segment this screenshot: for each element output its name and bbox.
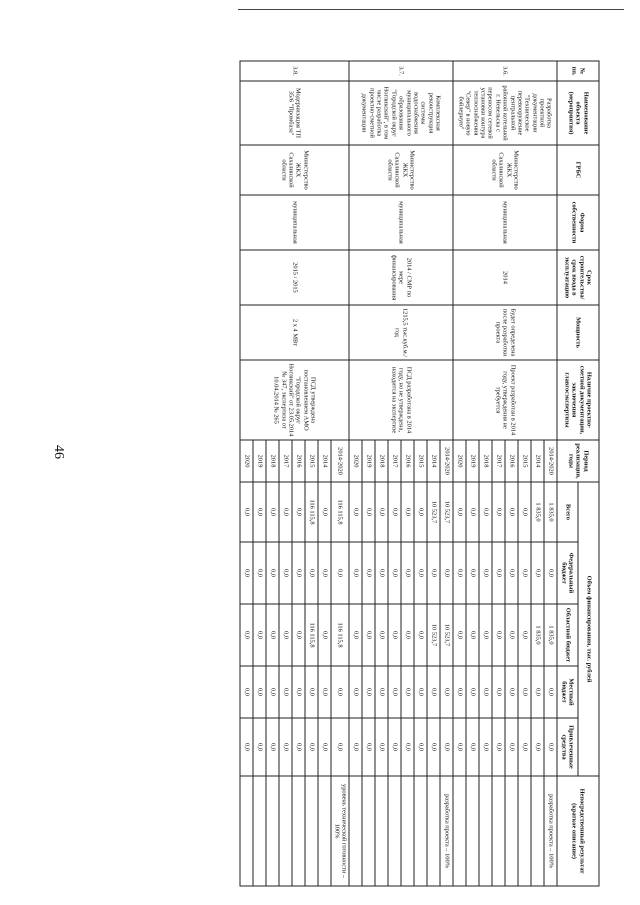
top-rule [238,9,624,10]
period-cell: 2016 [505,440,518,482]
local-cell: 0,0 [505,666,518,718]
local-cell: 0,0 [331,666,349,718]
regional-cell: 0,0 [492,604,505,666]
table-body [240,61,557,886]
section-number: 3.7. [349,61,453,81]
federal-cell: 0,0 [414,542,427,604]
result-empty-cell [414,776,427,886]
result-empty-cell [427,776,440,886]
local-cell: 0,0 [375,666,388,718]
psd-cell: ПСД разработана в 2014 году, но не утверждена, находится на экспертизе [349,360,453,440]
table-row [544,61,557,886]
regional-cell: 116 115,8 [331,604,349,666]
regional-cell: 0,0 [388,604,401,666]
attracted-cell: 0,0 [544,718,557,776]
grbs-cell: Министерство ЖКХ Сахалинской области [453,145,557,195]
result-empty-cell [479,776,492,886]
header-local: Местный бюджет [557,666,578,718]
header-psd: Наличие проектно-сметной документации, заключения главгосэкспертизы [557,360,599,440]
local-cell: 0,0 [266,666,279,718]
build-period-cell: 2014 [453,250,557,305]
result-empty-cell [349,776,362,886]
attracted-cell: 0,0 [479,718,492,776]
result-empty-cell [492,776,505,886]
regional-cell: 10 523,7 [427,604,440,666]
header-federal: Федеральный бюджет [557,542,578,604]
local-cell: 0,0 [362,666,375,718]
header-regional: Областной бюджет [557,604,578,666]
attracted-cell: 0,0 [518,718,531,776]
result-cell: разработка проекта – 100% [544,776,557,886]
object-name: Разработка проектной документации "Техническое перевооружение центральной районной котельной г. Невельска с переносом сетевой установки контура теплоснабжения "Север" в новую бойлерную" [453,81,557,145]
header-no: № пп. [557,61,599,81]
result-empty-cell [518,776,531,886]
result-empty-cell [362,776,375,886]
regional-cell: 0,0 [253,604,266,666]
total-cell: 0,0 [253,482,266,542]
psd-cell: ПСД утверждена постановлением АМО "Городской округ Ногликский" от 23.05.2014 № 347, экспертиза от 10.04.2014 № 265 [240,360,349,440]
table-row [440,61,453,886]
federal-cell: 0,0 [362,542,375,604]
result-empty-cell [240,776,253,886]
federal-cell: 0,0 [375,542,388,604]
local-cell: 0,0 [253,666,266,718]
local-cell: 0,0 [492,666,505,718]
regional-cell: 10 523,7 [440,604,453,666]
total-cell: 0,0 [375,482,388,542]
local-cell: 0,0 [318,666,331,718]
total-cell: 0,0 [466,482,479,542]
result-empty-cell [253,776,266,886]
header-row-1 [578,61,599,886]
regional-cell: 1 835,0 [531,604,544,666]
federal-cell: 0,0 [427,542,440,604]
period-cell: 2020 [453,440,466,482]
total-cell: 0,0 [492,482,505,542]
local-cell: 0,0 [240,666,253,718]
federal-cell: 0,0 [453,542,466,604]
page-number: 46 [51,445,66,459]
result-empty-cell [401,776,414,886]
federal-cell: 0,0 [305,542,318,604]
total-cell: 0,0 [292,482,305,542]
regional-cell: 116 115,8 [305,604,318,666]
local-cell: 0,0 [479,666,492,718]
header-grbs: ГРБС [557,145,599,195]
total-cell: 0,0 [401,482,414,542]
header-funding-group: Объем финансирования, тыс. рублей [578,482,599,776]
regional-cell: 0,0 [401,604,414,666]
federal-cell: 0,0 [279,542,292,604]
section-number: 3.8. [240,61,349,81]
period-cell: 2016 [401,440,414,482]
local-cell: 0,0 [544,666,557,718]
total-cell: 10 523,7 [427,482,440,542]
period-cell: 2018 [479,440,492,482]
grbs-cell: Министерство ЖКХ Сахалинской области [349,145,453,195]
federal-cell: 0,0 [253,542,266,604]
federal-cell: 0,0 [292,542,305,604]
result-empty-cell [318,776,331,886]
capacity-cell: 1215,5 тыс.куб.м./год [349,305,453,360]
object-name: Комплексная реконструкция системы водоснабжения муниципального образования "Городской округ Ногликский", в том числе разработка проектно-сметной документации [349,81,453,145]
attracted-cell: 0,0 [331,718,349,776]
result-empty-cell [305,776,318,886]
local-cell: 0,0 [388,666,401,718]
regional-cell: 0,0 [362,604,375,666]
regional-cell: 0,0 [292,604,305,666]
total-cell: 1 835,0 [531,482,544,542]
header-build-period: Срок строительства/ срок ввода в эксплуатацию [557,250,599,305]
result-cell: разработка проекта – 100% [440,776,453,886]
total-cell: 0,0 [266,482,279,542]
object-name: Модернизация ТП 35/6 "Промбаза" [240,81,349,145]
federal-cell: 0,0 [440,542,453,604]
federal-cell: 0,0 [318,542,331,604]
local-cell: 0,0 [453,666,466,718]
period-cell: 2015 [305,440,318,482]
attracted-cell: 0,0 [531,718,544,776]
attracted-cell: 0,0 [427,718,440,776]
period-cell: 2017 [388,440,401,482]
regional-cell: 0,0 [375,604,388,666]
result-empty-cell [466,776,479,886]
regional-cell: 0,0 [479,604,492,666]
capacity-cell: 2 х 4 МВт [240,305,349,360]
total-cell: 0,0 [318,482,331,542]
funding-table [240,61,600,887]
build-period-cell: 2015 / 2015 [240,250,349,305]
local-cell: 0,0 [414,666,427,718]
ownership-cell: муниципальная [453,195,557,250]
attracted-cell: 0,0 [466,718,479,776]
grbs-cell: Министерство ЖКХ Сахалинской области [240,145,349,195]
attracted-cell: 0,0 [318,718,331,776]
local-cell: 0,0 [518,666,531,718]
attracted-cell: 0,0 [253,718,266,776]
local-cell: 0,0 [279,666,292,718]
header-result: Непосредственный результат (краткое описание) [557,776,599,886]
result-empty-cell [388,776,401,886]
attracted-cell: 0,0 [362,718,375,776]
regional-cell: 0,0 [279,604,292,666]
total-cell: 0,0 [479,482,492,542]
federal-cell: 0,0 [492,542,505,604]
total-cell: 116 115,8 [305,482,318,542]
header-attracted: Привлеченные средства [557,718,578,776]
federal-cell: 0,0 [331,542,349,604]
period-cell: 2014-2020 [331,440,349,482]
attracted-cell: 0,0 [492,718,505,776]
attracted-cell: 0,0 [292,718,305,776]
result-empty-cell [292,776,305,886]
result-cell: уровень технической готовности – 100% [331,776,349,886]
total-cell: 0,0 [349,482,362,542]
attracted-cell: 0,0 [440,718,453,776]
federal-cell: 0,0 [544,542,557,604]
capacity-cell: Будет определена после разработки проекта [453,305,557,360]
result-empty-cell [531,776,544,886]
regional-cell: 0,0 [518,604,531,666]
local-cell: 0,0 [427,666,440,718]
period-cell: 2020 [240,440,253,482]
local-cell: 0,0 [292,666,305,718]
period-cell: 2018 [266,440,279,482]
local-cell: 0,0 [440,666,453,718]
result-empty-cell [375,776,388,886]
period-cell: 2017 [492,440,505,482]
ownership-cell: муниципальная [349,195,453,250]
period-cell: 2014-2020 [544,440,557,482]
total-cell: 0,0 [505,482,518,542]
period-cell: 2014-2020 [440,440,453,482]
attracted-cell: 0,0 [349,718,362,776]
total-cell: 10 523,7 [440,482,453,542]
total-cell: 0,0 [279,482,292,542]
federal-cell: 0,0 [240,542,253,604]
result-empty-cell [279,776,292,886]
rotated-table-wrapper [67,61,600,886]
total-cell: 1 835,0 [544,482,557,542]
federal-cell: 0,0 [479,542,492,604]
result-empty-cell [453,776,466,886]
attracted-cell: 0,0 [453,718,466,776]
result-empty-cell [266,776,279,886]
federal-cell: 0,0 [401,542,414,604]
period-cell: 2014 [318,440,331,482]
header-total: Всего [557,482,578,542]
header-period: Период реализации, годы [557,440,599,482]
period-cell: 2016 [292,440,305,482]
ownership-cell: муниципальная [240,195,349,250]
federal-cell: 0,0 [349,542,362,604]
local-cell: 0,0 [531,666,544,718]
regional-cell: 0,0 [414,604,427,666]
regional-cell: 0,0 [453,604,466,666]
regional-cell: 0,0 [318,604,331,666]
federal-cell: 0,0 [531,542,544,604]
regional-cell: 0,0 [466,604,479,666]
build-period-cell: 2014 / СМР по мере финансирования [349,250,453,305]
psd-cell: Проект разработан в 2014 году, утверждения не требуется [453,360,557,440]
total-cell: 0,0 [453,482,466,542]
total-cell: 0,0 [414,482,427,542]
attracted-cell: 0,0 [505,718,518,776]
local-cell: 0,0 [466,666,479,718]
regional-cell: 1 835,0 [544,604,557,666]
attracted-cell: 0,0 [266,718,279,776]
attracted-cell: 0,0 [375,718,388,776]
period-cell: 2015 [414,440,427,482]
header-ownership: Форма собственности [557,195,599,250]
period-cell: 2015 [518,440,531,482]
total-cell: 0,0 [362,482,375,542]
federal-cell: 0,0 [466,542,479,604]
section-number: 3.6. [453,61,557,81]
local-cell: 0,0 [401,666,414,718]
period-cell: 2019 [466,440,479,482]
period-cell: 2019 [253,440,266,482]
period-cell: 2020 [349,440,362,482]
total-cell: 116 115,8 [331,482,349,542]
federal-cell: 0,0 [266,542,279,604]
table-row [331,61,349,886]
regional-cell: 0,0 [505,604,518,666]
local-cell: 0,0 [349,666,362,718]
result-empty-cell [505,776,518,886]
federal-cell: 0,0 [518,542,531,604]
total-cell: 0,0 [388,482,401,542]
federal-cell: 0,0 [388,542,401,604]
federal-cell: 0,0 [505,542,518,604]
local-cell: 0,0 [305,666,318,718]
period-cell: 2019 [362,440,375,482]
total-cell: 0,0 [240,482,253,542]
attracted-cell: 0,0 [401,718,414,776]
regional-cell: 0,0 [240,604,253,666]
regional-cell: 0,0 [266,604,279,666]
attracted-cell: 0,0 [305,718,318,776]
attracted-cell: 0,0 [240,718,253,776]
period-cell: 2018 [375,440,388,482]
period-cell: 2014 [427,440,440,482]
total-cell: 0,0 [518,482,531,542]
regional-cell: 0,0 [349,604,362,666]
header-name: Наименование объекта (мероприятия) [557,81,599,145]
attracted-cell: 0,0 [388,718,401,776]
attracted-cell: 0,0 [414,718,427,776]
period-cell: 2014 [531,440,544,482]
attracted-cell: 0,0 [279,718,292,776]
period-cell: 2017 [279,440,292,482]
header-capacity: Мощность [557,305,599,360]
